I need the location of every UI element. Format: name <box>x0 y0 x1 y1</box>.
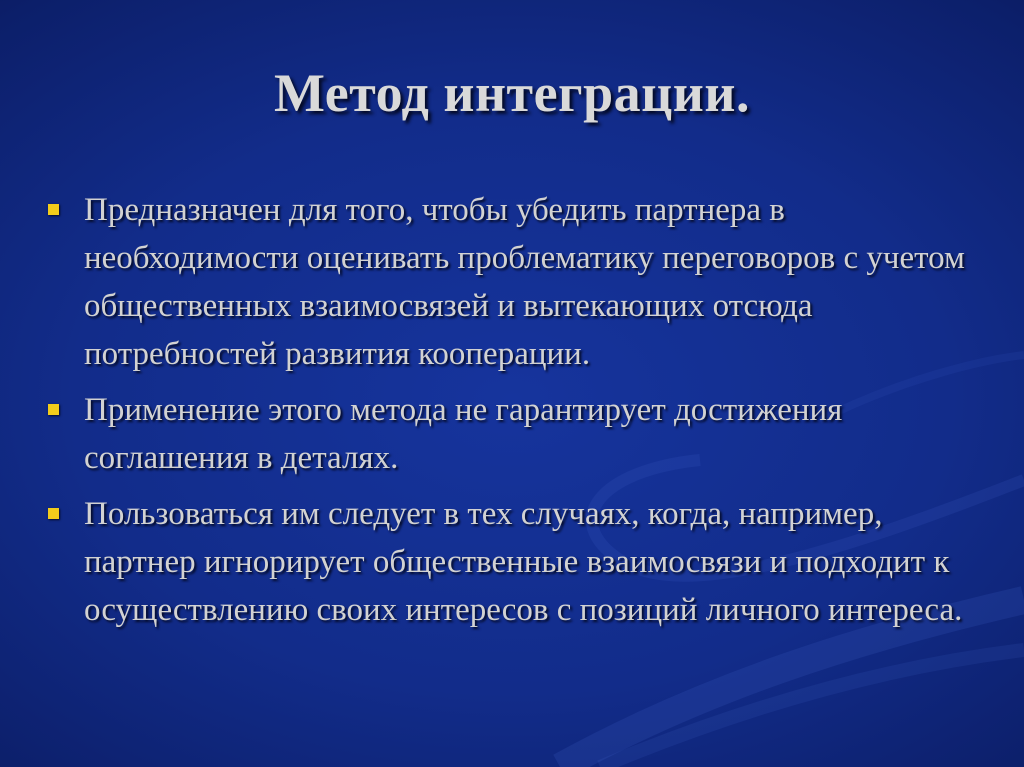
yellow-square-bullet-icon <box>48 404 59 415</box>
yellow-square-bullet-icon <box>48 508 59 519</box>
bullet-item <box>84 490 996 634</box>
bullet-text: Пользоваться им следует в тех случаях, когда, например, партнер игнорирует общественные взаимосвязи и подходит к осуществлению своих интересов с позиций личного интереса. <box>84 496 963 628</box>
slide-title: Метод интеграции. <box>274 63 750 123</box>
bullet-item <box>84 386 996 482</box>
bullet-list <box>84 186 996 642</box>
bullet-text: Предназначен для того, чтобы убедить партнера в необходимости оценивать проблематику переговоров с учетом общественных взаимосвязей и вытекающих отсюда потребностей развития кооперации. <box>84 192 965 372</box>
bullet-text: Применение этого метода не гарантирует достижения соглашения в деталях. <box>84 392 843 476</box>
yellow-square-bullet-icon <box>48 204 59 215</box>
bullet-item <box>84 186 996 378</box>
